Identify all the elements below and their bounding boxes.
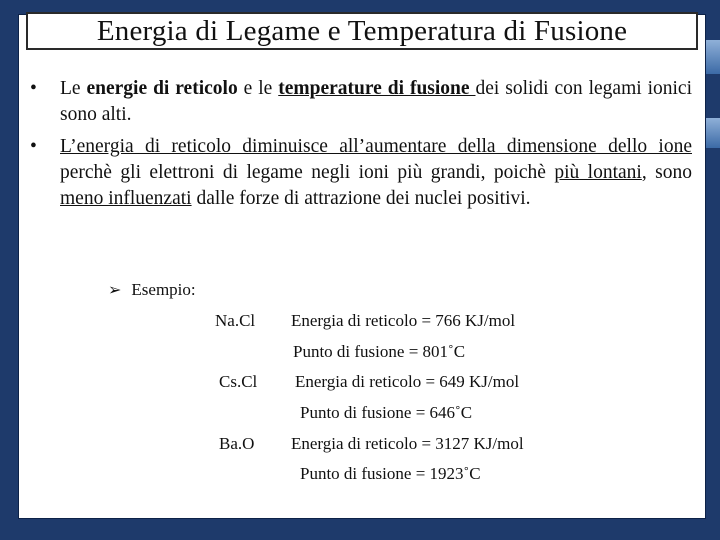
- arrow-bullet-icon: ➢: [108, 282, 122, 299]
- melting-bao: Punto di fusione = 1923˚C: [300, 464, 481, 483]
- slide-title: Energia di Legame e Temperatura di Fusione: [96, 14, 628, 47]
- energy-bao: Energia di reticolo = 3127 KJ/mol: [291, 434, 524, 453]
- slide-title-box: [26, 12, 698, 50]
- bullet-dot: •: [30, 136, 37, 157]
- bullet2-text-a: perchè gli elettroni di legame negli ioni più grandi, poichè: [60, 162, 555, 183]
- bullet1-mid: e le: [237, 78, 279, 99]
- underlined-phrase-influenzati: meno influenzati: [60, 188, 192, 209]
- compound-cscl: Cs.Cl: [219, 372, 258, 391]
- example-heading: [108, 280, 196, 300]
- bullet-text-2: [60, 134, 692, 212]
- term-temperature-di-fusione: temperature di fusione: [278, 78, 476, 99]
- bullet1-post: dei solidi con legami ionici sono alti.: [60, 78, 692, 125]
- bullet-item-2: [30, 134, 692, 212]
- bullet-list: [30, 76, 692, 218]
- bullet-item-1: [30, 76, 692, 128]
- bullet2-text-c: dalle forze di attrazione dei nuclei positivi.: [191, 188, 531, 209]
- energy-nacl: Energia di reticolo = 766 KJ/mol: [291, 311, 516, 330]
- bullet2-text-b: , sono: [641, 162, 693, 183]
- melting-nacl: Punto di fusione = 801˚C: [293, 342, 466, 361]
- energy-cscl: Energia di reticolo = 649 KJ/mol: [295, 372, 520, 391]
- example-label: Esempio:: [131, 280, 196, 299]
- bullet1-pre: Le: [60, 78, 87, 99]
- underlined-phrase-dimensione: L’energia di reticolo diminuisce all’aumentare della dimensione dello ione: [60, 136, 692, 157]
- underlined-phrase-lontani: più lontani: [554, 162, 642, 183]
- compound-nacl: Na.Cl: [215, 311, 256, 330]
- bullet-dot: •: [30, 78, 37, 99]
- melting-cscl: Punto di fusione = 646˚C: [300, 403, 473, 422]
- compound-bao: Ba.O: [219, 434, 255, 453]
- bullet-text-1: [60, 76, 692, 128]
- term-energie-di-reticolo: energie di reticolo: [86, 78, 238, 99]
